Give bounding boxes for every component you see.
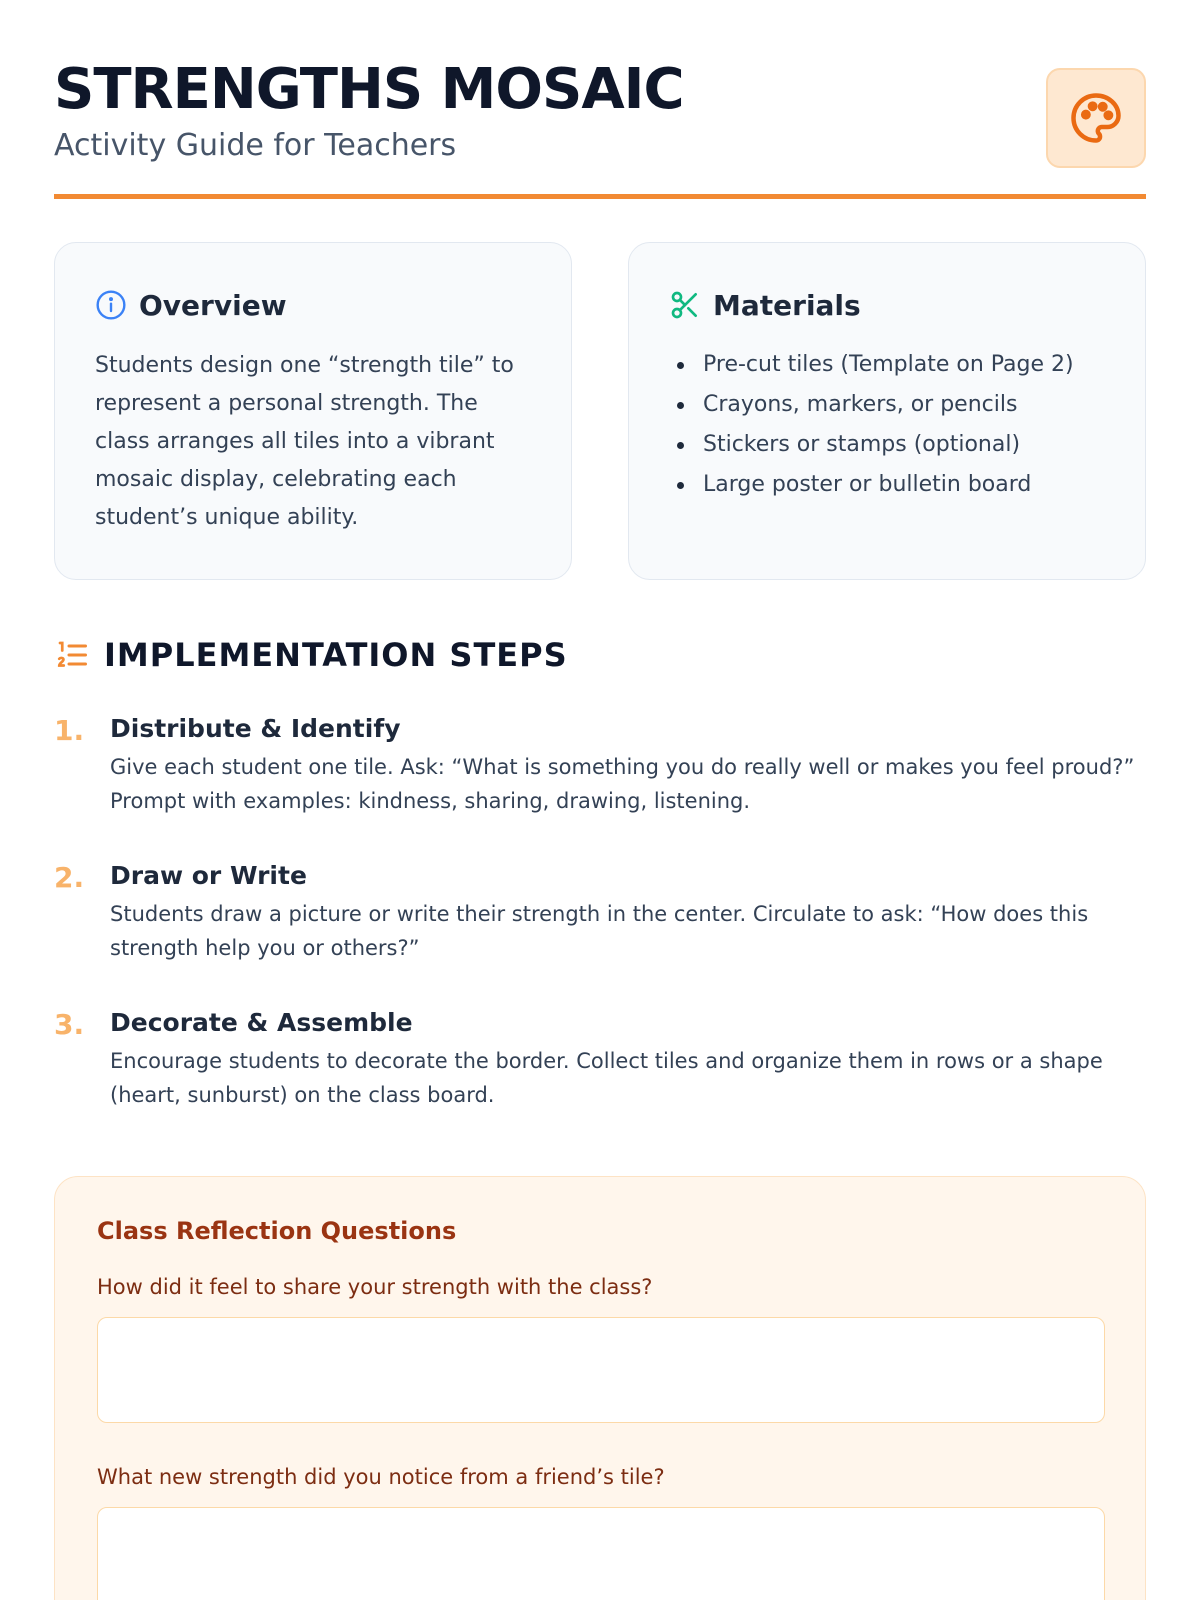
numbered-list-icon <box>54 637 90 673</box>
step-title: Draw or Write <box>110 861 307 890</box>
page-title: STRENGTHS MOSAIC <box>54 57 684 122</box>
logo-badge <box>1046 68 1146 168</box>
steps-title: IMPLEMENTATION STEPS <box>104 636 568 674</box>
reflection-answer-field[interactable] <box>97 1507 1105 1600</box>
header-divider <box>54 194 1146 199</box>
step-number: 2. <box>54 861 85 894</box>
reflection-answer-field[interactable] <box>97 1317 1105 1423</box>
list-item: Large poster or bulletin board <box>669 465 1105 505</box>
step-number: 3. <box>54 1008 85 1041</box>
step-description: Give each student one tile. Ask: “What is something you do really well or makes you feel proud?” Prompt with examples: kindness, sharing, drawing, listening. <box>110 755 1135 813</box>
list-item: Crayons, markers, or pencils <box>669 385 1105 425</box>
materials-card <box>628 242 1146 580</box>
step-description: Encourage students to decorate the border. Collect tiles and organize them in rows or a shape (heart, sunburst) on the class board. <box>110 1049 1103 1107</box>
page-subtitle: Activity Guide for Teachers <box>54 128 457 163</box>
page-header <box>54 56 1146 206</box>
step-title: Decorate & Assemble <box>110 1008 413 1037</box>
reflection-title: Class Reflection Questions <box>97 1217 457 1245</box>
materials-title: Materials <box>713 288 861 322</box>
overview-card <box>54 242 572 580</box>
step-description: Students draw a picture or write their strength in the center. Circulate to ask: “How does this strength help you or others?” <box>110 902 1089 960</box>
step-number: 1. <box>54 714 85 747</box>
overview-title: Overview <box>139 288 287 322</box>
scissors-icon <box>669 289 701 321</box>
palette-icon <box>1069 91 1123 145</box>
reflection-question: How did it feel to share your strength with the class? <box>97 1275 653 1299</box>
overview-text: Students design one “strength tile” to represent a personal strength. The class arranges all tiles into a vibrant mosaic display, celebrating each student’s unique ability. <box>95 353 514 530</box>
list-item: Stickers or stamps (optional) <box>669 425 1105 465</box>
list-item: Pre-cut tiles (Template on Page 2) <box>669 345 1105 385</box>
info-icon <box>95 289 127 321</box>
steps-heading <box>54 636 568 674</box>
reflection-question: What new strength did you notice from a friend’s tile? <box>97 1465 665 1489</box>
step-title: Distribute & Identify <box>110 714 401 743</box>
reflection-section <box>54 1176 1146 1600</box>
materials-list <box>669 345 1105 505</box>
